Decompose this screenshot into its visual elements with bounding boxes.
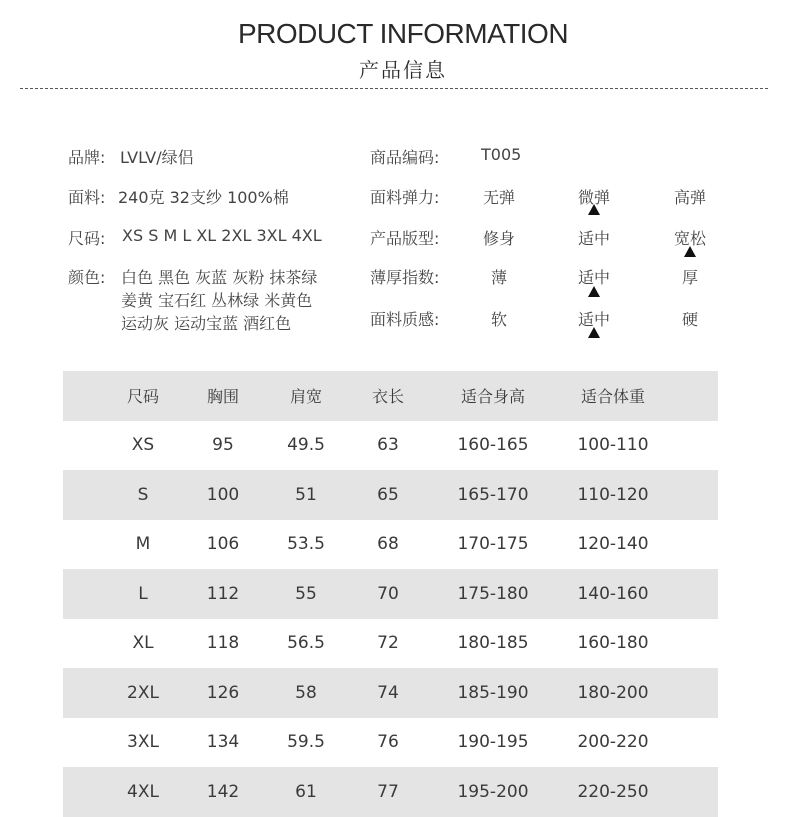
cell-weight: 110-120 xyxy=(577,484,649,505)
header-chest: 胸围 xyxy=(206,387,239,407)
cell-height: 195-200 xyxy=(457,781,529,802)
page-title-en: PRODUCT INFORMATION xyxy=(237,18,569,49)
size-label: 尺码: xyxy=(68,229,106,248)
cell-size: 3XL xyxy=(127,732,159,753)
cell-length: 70 xyxy=(377,583,399,604)
cell-size: XL xyxy=(132,633,154,654)
cell-height: 185-190 xyxy=(457,682,529,703)
cell-shoulder: 59.5 xyxy=(287,732,325,753)
table-row xyxy=(63,421,718,471)
attr-texture-opt-1: 软 xyxy=(490,310,507,329)
cell-shoulder: 51 xyxy=(295,484,317,505)
cell-weight: 160-180 xyxy=(577,633,649,654)
size-table xyxy=(63,371,718,817)
attr-texture-opt-2: 适中 xyxy=(577,310,610,329)
attr-texture-label: 面料质感: xyxy=(370,310,440,329)
cell-length: 74 xyxy=(377,682,399,703)
attr-elasticity-label: 面料弹力: xyxy=(370,188,440,207)
attr-fit-opt-3: 宽松 xyxy=(673,229,706,248)
color-line-2: 姜黄 宝石红 丛林绿 米黄色 xyxy=(121,291,313,310)
cell-weight: 220-250 xyxy=(577,781,649,802)
cell-height: 165-170 xyxy=(457,484,529,505)
cell-shoulder: 58 xyxy=(295,682,317,703)
cell-chest: 106 xyxy=(206,534,240,555)
page-title-cn: 产品信息 xyxy=(359,58,447,82)
attr-thickness-opt-3: 厚 xyxy=(681,268,698,287)
cell-length: 63 xyxy=(377,435,399,456)
code-value: T005 xyxy=(481,145,522,164)
cell-height: 175-180 xyxy=(457,583,529,604)
size-value: XS S M L XL 2XL 3XL 4XL xyxy=(122,226,322,245)
table-row xyxy=(63,718,718,768)
brand-label: 品牌: xyxy=(68,148,106,167)
cell-size: 2XL xyxy=(127,682,159,703)
attr-elasticity-opt-2: 微弹 xyxy=(577,188,610,207)
cell-size: L xyxy=(138,583,148,604)
cell-weight: 100-110 xyxy=(577,435,649,456)
code-label: 商品编码: xyxy=(370,148,440,167)
attr-thickness-label: 薄厚指数: xyxy=(370,268,440,287)
cell-chest: 100 xyxy=(206,484,240,505)
cell-shoulder: 56.5 xyxy=(287,633,325,654)
cell-height: 170-175 xyxy=(457,534,529,555)
header-height: 适合身高 xyxy=(460,387,525,407)
cell-height: 180-185 xyxy=(457,633,529,654)
header-size: 尺码 xyxy=(126,387,159,407)
cell-weight: 180-200 xyxy=(577,682,649,703)
cell-chest: 134 xyxy=(206,732,240,753)
fabric-value: 240克 32支纱 100%棉 xyxy=(118,188,289,207)
cell-length: 72 xyxy=(377,633,399,654)
cell-length: 77 xyxy=(377,781,399,802)
table-row xyxy=(63,520,718,570)
header-shoulder: 肩宽 xyxy=(289,387,322,407)
table-row xyxy=(63,569,718,619)
attr-elasticity-opt-1: 无弹 xyxy=(482,188,515,207)
selected-marker-icon xyxy=(588,286,600,297)
attr-fit-opt-2: 适中 xyxy=(577,229,610,248)
attr-elasticity-opt-3: 高弹 xyxy=(673,188,706,207)
cell-length: 68 xyxy=(377,534,399,555)
cell-length: 76 xyxy=(377,732,399,753)
table-header-row xyxy=(63,371,718,421)
color-line-1: 白色 黑色 灰蓝 灰粉 抹茶绿 xyxy=(121,268,318,287)
table-row xyxy=(63,668,718,718)
cell-size: M xyxy=(135,534,151,555)
color-label: 颜色: xyxy=(68,268,106,287)
selected-marker-icon xyxy=(588,327,600,338)
selected-marker-icon xyxy=(588,204,600,215)
attr-texture-opt-3: 硬 xyxy=(681,310,698,329)
cell-length: 65 xyxy=(377,484,399,505)
header-length: 衣长 xyxy=(371,387,404,407)
cell-shoulder: 53.5 xyxy=(287,534,325,555)
color-line-3: 运动灰 运动宝蓝 酒红色 xyxy=(121,314,292,333)
cell-weight: 140-160 xyxy=(577,583,649,604)
header-weight: 适合体重 xyxy=(580,387,645,407)
cell-chest: 112 xyxy=(206,583,240,604)
cell-shoulder: 61 xyxy=(295,781,317,802)
divider xyxy=(20,88,768,89)
attr-thickness-opt-2: 适中 xyxy=(577,268,610,287)
cell-weight: 120-140 xyxy=(577,534,649,555)
cell-size: 4XL xyxy=(127,781,159,802)
cell-weight: 200-220 xyxy=(577,732,649,753)
cell-size: S xyxy=(137,484,149,505)
brand-value: LVLV/绿侣 xyxy=(120,148,194,167)
cell-size: XS xyxy=(131,435,155,456)
cell-shoulder: 49.5 xyxy=(287,435,325,456)
table-row xyxy=(63,619,718,669)
cell-chest: 95 xyxy=(212,435,234,456)
cell-chest: 118 xyxy=(206,633,240,654)
cell-shoulder: 55 xyxy=(295,583,317,604)
attr-thickness-opt-1: 薄 xyxy=(490,268,507,287)
cell-chest: 126 xyxy=(206,682,240,703)
cell-chest: 142 xyxy=(206,781,240,802)
attr-fit-label: 产品版型: xyxy=(370,229,440,248)
fabric-label: 面料: xyxy=(68,188,106,207)
attr-fit-opt-1: 修身 xyxy=(482,229,515,248)
cell-height: 160-165 xyxy=(457,435,529,456)
selected-marker-icon xyxy=(684,246,696,257)
table-row xyxy=(63,470,718,520)
cell-height: 190-195 xyxy=(457,732,529,753)
